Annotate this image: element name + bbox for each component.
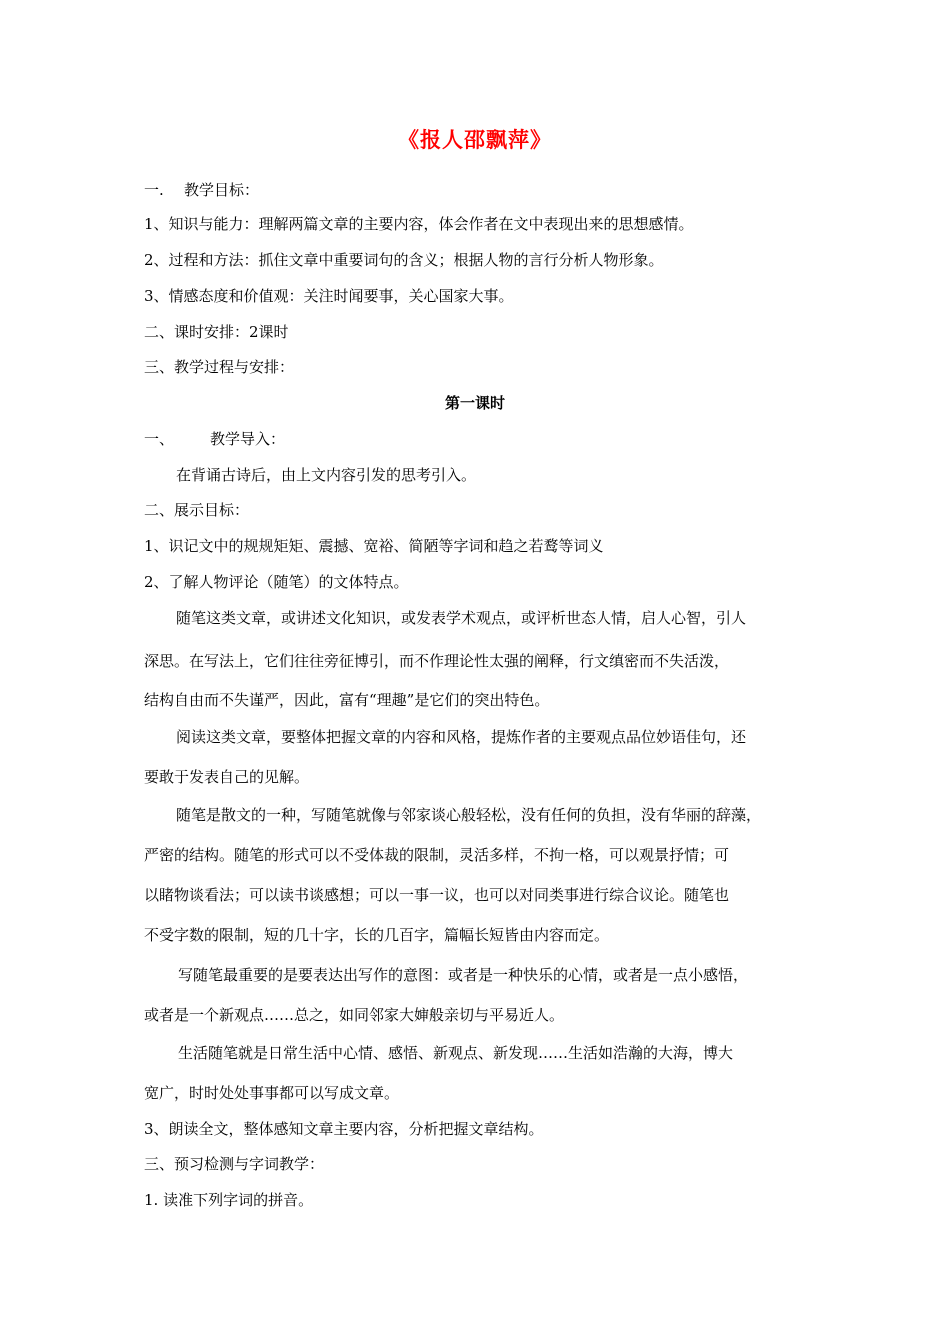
step-label: 教学导入：: [210, 430, 286, 448]
paragraph-line: 要敢于发表自己的见解。: [144, 768, 310, 786]
step-goals-heading: 二、展示目标：: [144, 501, 250, 519]
paragraph-line: 深思。在写法上，它们往往旁征博引，而不作理论性太强的阐释，行文缜密而不失活泼，: [144, 652, 730, 670]
section-label: 教学目标：: [184, 181, 260, 199]
goal-point: 3、朗读全文，整体感知文章主要内容，分析把握文章结构。: [144, 1120, 544, 1138]
goal-item: 3、情感态度和价值观：关注时闻要事，关心国家大事。: [144, 287, 514, 305]
paragraph-line: 严密的结构。随笔的形式可以不受体裁的限制，灵活多样，不拘一格，可以观景抒情；可: [144, 846, 730, 864]
section-schedule: 二、课时安排：2课时: [144, 323, 289, 341]
section-teaching-goals-heading: [144, 180, 259, 200]
step-number: 一、: [144, 430, 175, 448]
goal-point: 1、识记文中的规规矩矩、震撼、宽裕、简陋等字词和趋之若鹜等词义: [144, 537, 604, 555]
paragraph-line: 结构自由而不失谨严，因此，富有“理趣”是它们的突出特色。: [144, 691, 550, 709]
paragraph-line: 随笔这类文章，或讲述文化知识，或发表学术观点，或评析世态人情，启人心智，引人: [176, 609, 747, 627]
paragraph-line: 以睹物谈看法；可以读书谈感想；可以一事一议，也可以对同类事进行综合议论。随笔也: [144, 886, 730, 904]
goal-point: 2、了解人物评论（随笔）的文体特点。: [144, 573, 409, 591]
lesson-heading: 第一课时: [444, 394, 505, 412]
paragraph-line: 写随笔最重要的是要表达出写作的意图：或者是一种快乐的心情，或者是一点小感悟，: [178, 966, 749, 984]
preview-item: 1. 读准下列字词的拼音。: [144, 1191, 314, 1209]
goal-item: 1、知识与能力：理解两篇文章的主要内容，体会作者在文中表现出来的思想感情。: [144, 215, 694, 233]
step-intro-heading: [144, 429, 285, 449]
goal-item: 2、过程和方法：抓住文章中重要词句的含义；根据人物的言行分析人物形象。: [144, 251, 664, 269]
paragraph-line: 随笔是散文的一种，写随笔就像与邻家谈心般轻松，没有任何的负担，没有华丽的辞藻，: [176, 806, 762, 824]
paragraph-line: 不受字数的限制，短的几十字，长的几百字，篇幅长短皆由内容而定。: [144, 926, 610, 944]
document-title: 《报人邵飘萍》: [398, 128, 552, 152]
paragraph-line: 阅读这类文章，要整体把握文章的内容和风格，提炼作者的主要观点品位妙语佳句，还: [176, 728, 747, 746]
paragraph-line: 宽广，时时处处事事都可以写成文章。: [144, 1084, 400, 1102]
paragraph-line: 或者是一个新观点……总之，如同邻家大婶般亲切与平易近人。: [144, 1006, 565, 1024]
paragraph-line: 生活随笔就是日常生活中心情、感悟、新观点、新发现……生活如浩瀚的大海，博大: [178, 1044, 734, 1062]
section-process: 三、教学过程与安排：: [144, 358, 295, 376]
step-intro-text: 在背诵古诗后，由上文内容引发的思考引入。: [176, 466, 477, 484]
step-preview-heading: 三、预习检测与字词教学：: [144, 1155, 325, 1173]
section-number: 一.: [144, 181, 164, 199]
